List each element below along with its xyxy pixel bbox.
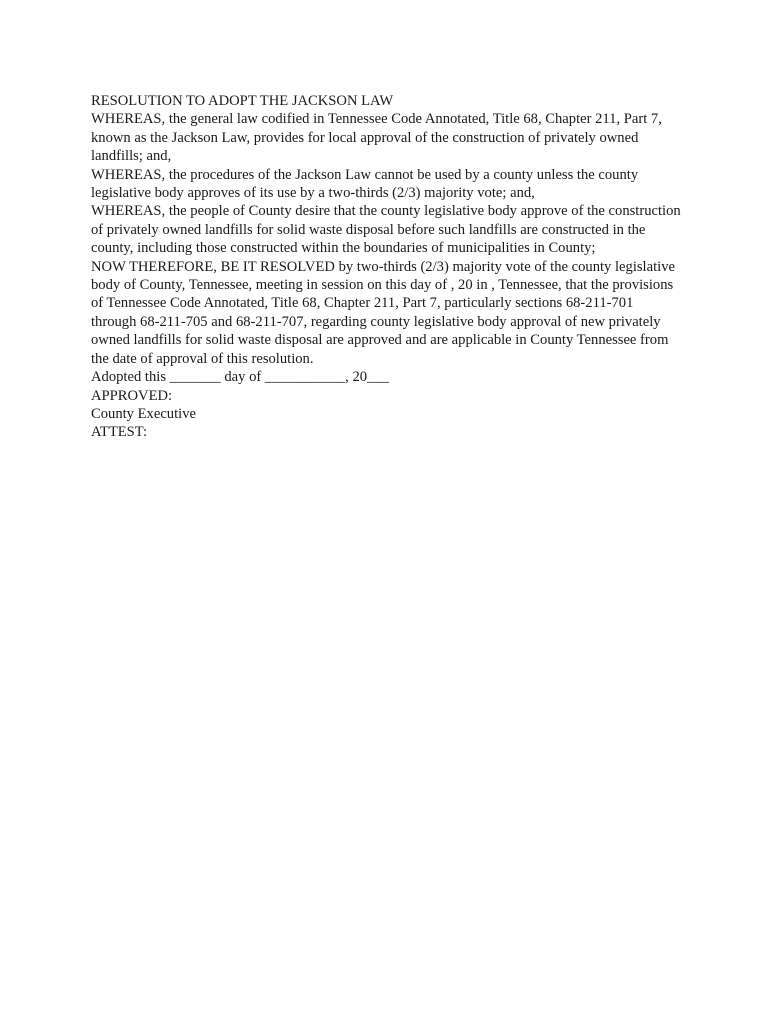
approved-label: APPROVED: <box>91 387 173 404</box>
whereas-paragraph-1: WHEREAS, the general law codified in Tennessee Code Annotated, Title 68, Chapter 211, Part 7, known as the Jackson Law, provides for local approval of the construction of privately owned landfills; and, <box>91 111 662 165</box>
whereas-paragraph-3: WHEREAS, the people of County desire that the county legislative body approve of the construction of privately owned landfills for solid waste disposal before such landfills are constructed in the county, including those constructed within the boundaries of municipalities in County; <box>91 203 681 257</box>
document-title: RESOLUTION TO ADOPT THE JACKSON LAW <box>91 93 394 109</box>
attest-label: ATTEST: <box>91 424 148 441</box>
whereas-paragraph-2: WHEREAS, the procedures of the Jackson Law cannot be used by a county unless the county legislative body approves of its use by a two-thirds (2/3) majority vote; and, <box>91 166 639 202</box>
county-executive-label: County Executive <box>91 405 196 422</box>
resolution-document <box>91 92 681 442</box>
adopted-line: Adopted this _______ day of ___________, 20___ <box>91 369 389 386</box>
resolved-paragraph: NOW THEREFORE, BE IT RESOLVED by two-thirds (2/3) majority vote of the county legislative body of County, Tennessee, meeting in session on this day of , 20 in , Tennessee, that the provisions of Tennessee Code Annotated, Title 68, Chapter 211, Part 7, particularly sections 68-211-701 through 68-211-705 and 68-211-707, regarding county legislative body approval of new privately owned landfills for solid waste disposal are approved and are applicable in County Tennessee from the date of approval of this resolution. <box>91 258 675 367</box>
